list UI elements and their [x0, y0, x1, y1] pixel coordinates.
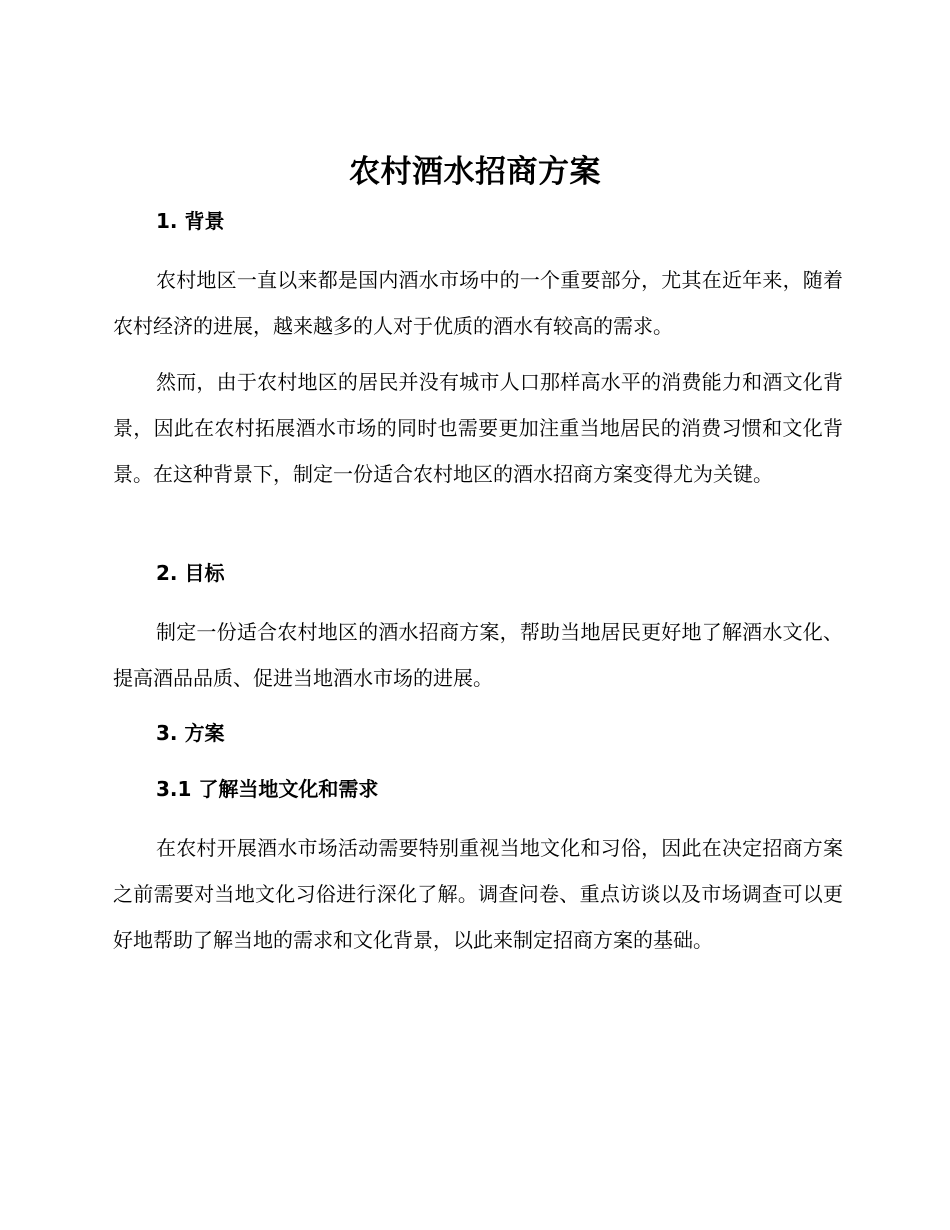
paragraph-local-culture: 在农村开展酒水市场活动需要特别重视当地文化和习俗，因此在决定招商方案之前需要对当地文化习俗进行深化了解。调查问卷、重点访谈以及市场调查可以更好地帮助了解当地的需求和文化背景，以此来制定招商方案的基础。 [113, 836, 843, 952]
subsection-heading-local-culture: 3.1 了解当地文化和需求 [156, 777, 379, 801]
section-heading-plan: 3. 方案 [156, 721, 225, 745]
section-heading-goal: 2. 目标 [156, 561, 225, 585]
paragraph-background-1: 农村地区一直以来都是国内酒水市场中的一个重要部分，尤其在近年来，随着农村经济的进展，越来越多的人对于优质的酒水有较高的需求。 [113, 268, 843, 338]
paragraph-background-2: 然而，由于农村地区的居民并没有城市人口那样高水平的消费能力和酒文化背景，因此在农村拓展酒水市场的同时也需要更加注重当地居民的消费习惯和文化背景。在这种背景下，制定一份适合农村地区的酒水招商方案变得尤为关键。 [113, 370, 843, 486]
section-heading-background: 1. 背景 [156, 209, 225, 233]
paragraph-goal: 制定一份适合农村地区的酒水招商方案，帮助当地居民更好地了解酒水文化、提高酒品品质、促进当地酒水市场的进展。 [113, 620, 843, 690]
document-title: 农村酒水招商方案 [349, 154, 601, 190]
